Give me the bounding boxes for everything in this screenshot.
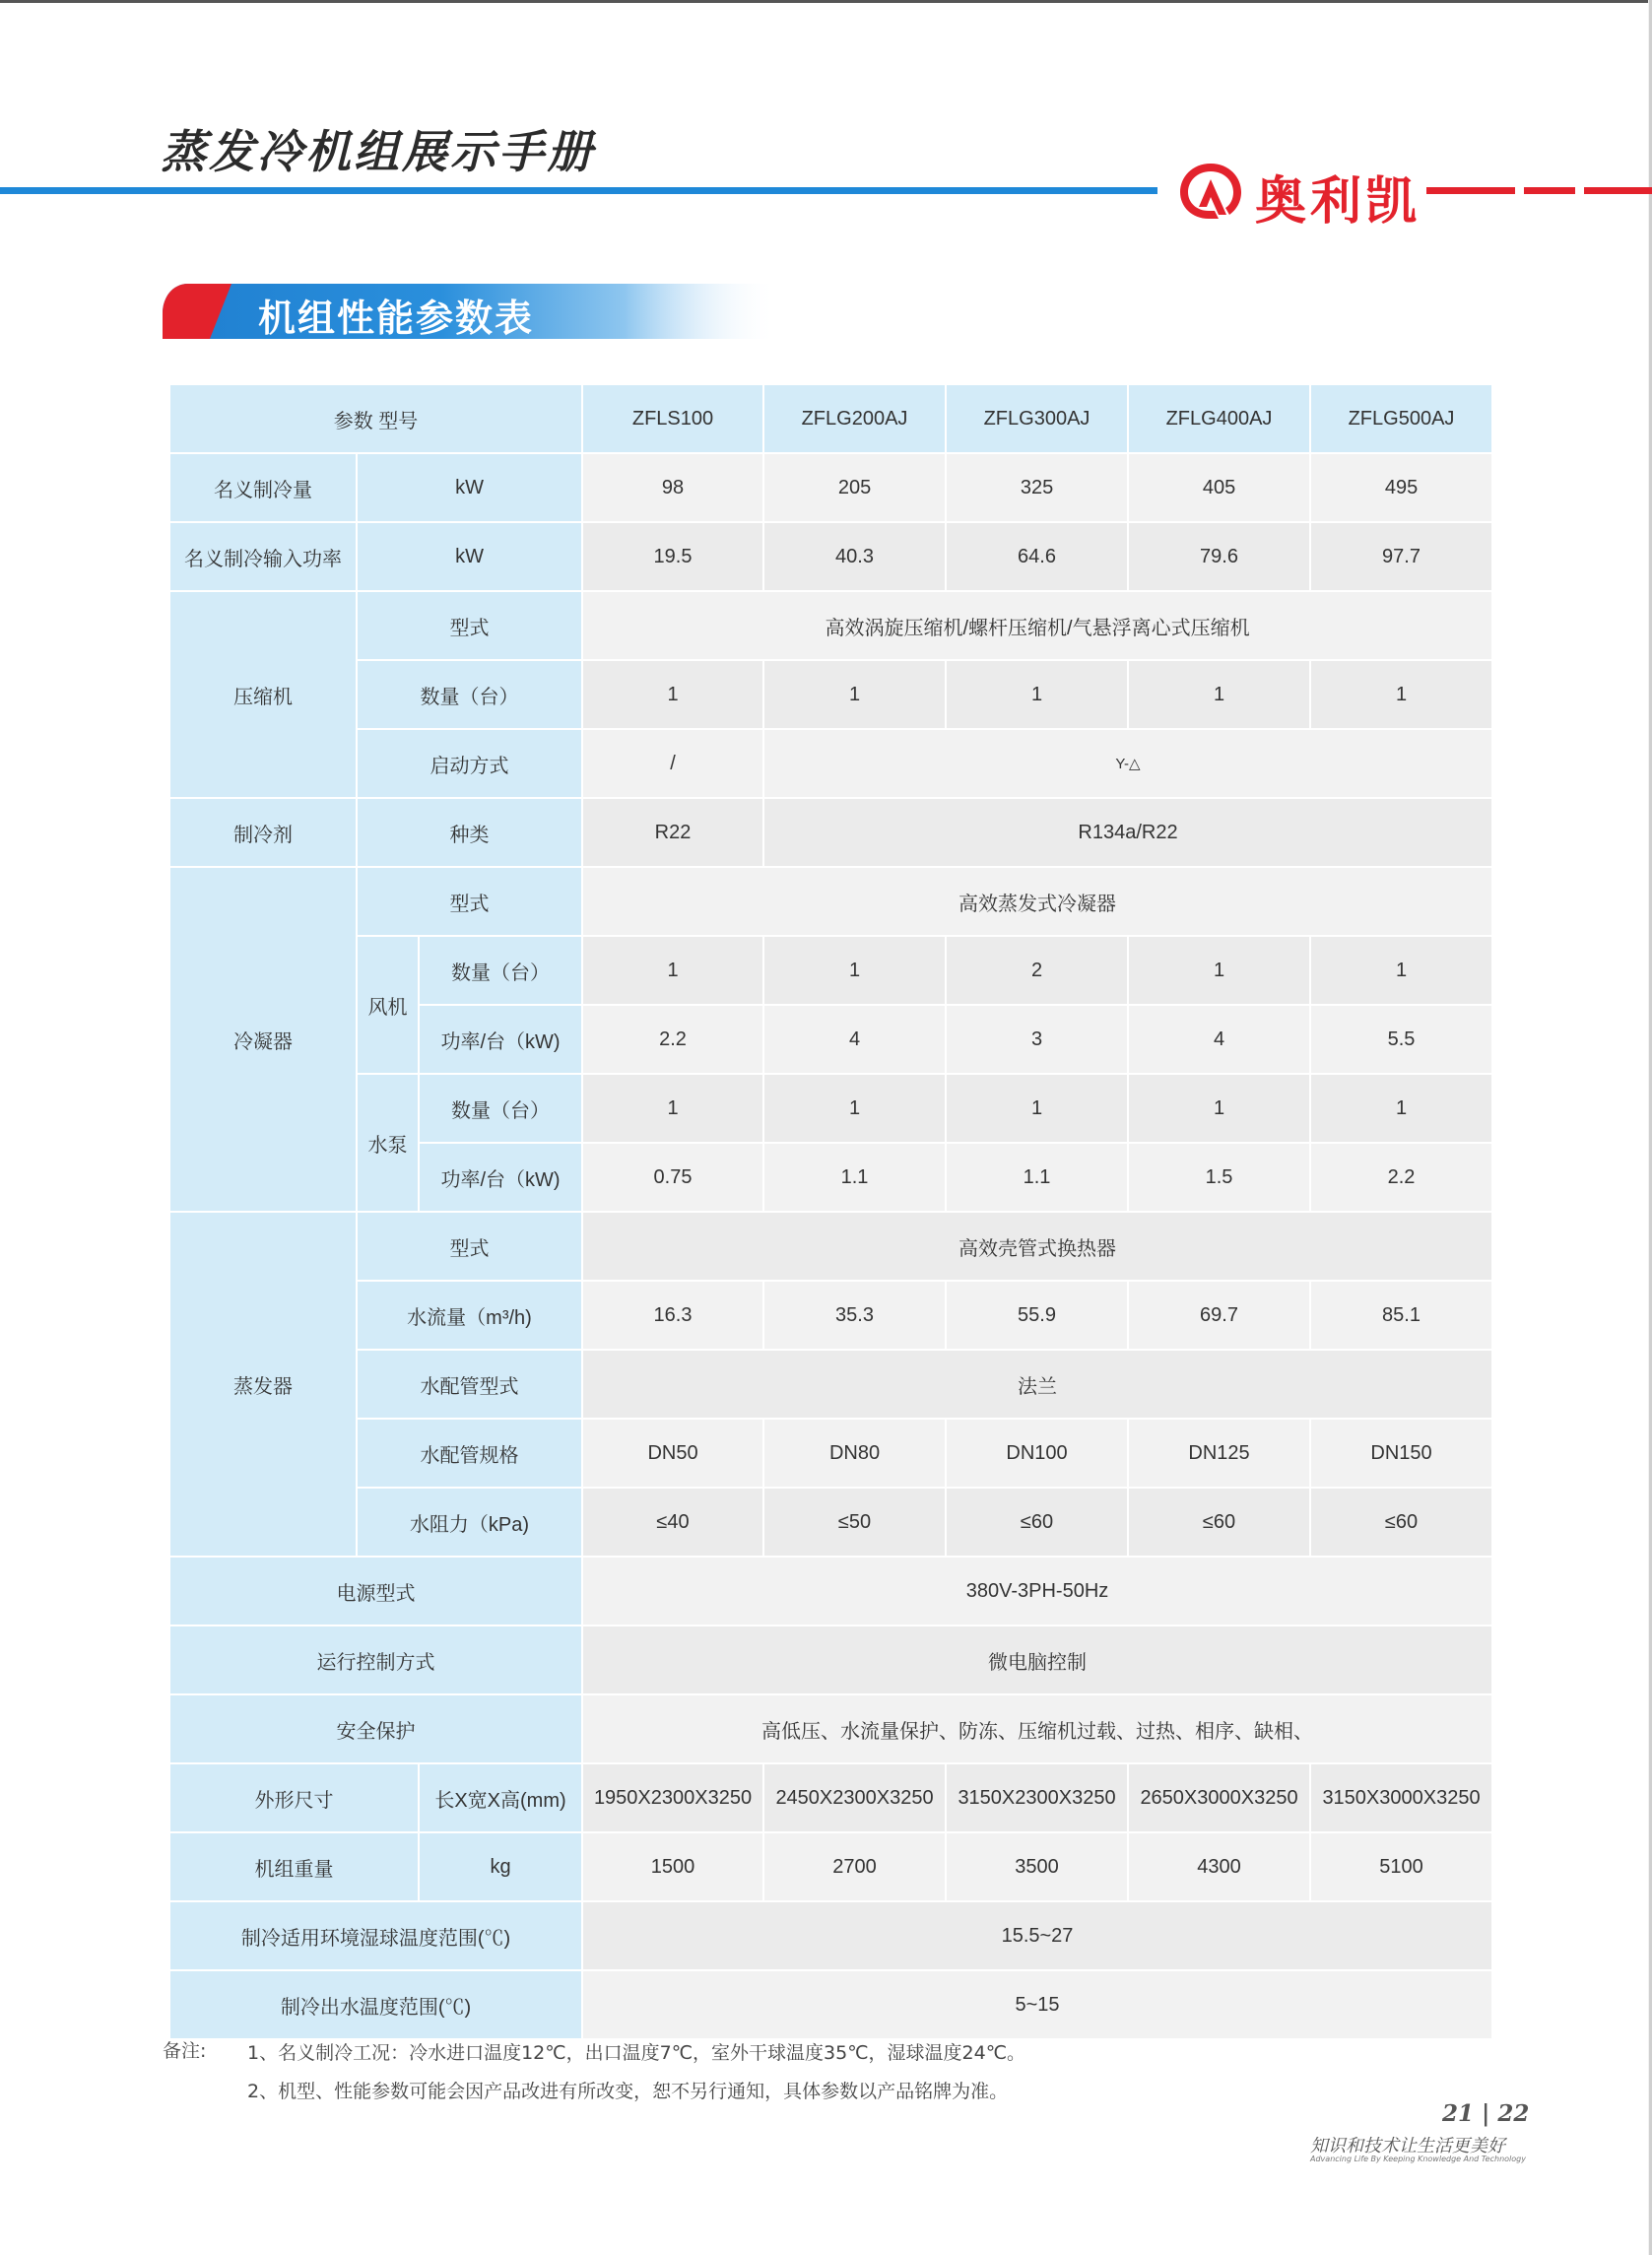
row-label: 名义制冷量 bbox=[169, 453, 357, 522]
table-row bbox=[169, 522, 1492, 591]
spec-table bbox=[168, 383, 1493, 2040]
table-row bbox=[169, 1281, 1492, 1350]
cell-value: 55.9 bbox=[946, 1281, 1128, 1350]
row-label: 水配管规格 bbox=[357, 1419, 582, 1488]
cell-value: 高效涡旋压缩机/螺杆压缩机/气悬浮离心式压缩机 bbox=[582, 591, 1492, 660]
cell-value: 1 bbox=[763, 660, 946, 729]
cell-value: 2.2 bbox=[582, 1005, 763, 1074]
table-row bbox=[169, 1557, 1492, 1625]
cell-value: 3500 bbox=[946, 1832, 1128, 1901]
row-unit: kW bbox=[357, 522, 582, 591]
table-row bbox=[169, 453, 1492, 522]
cell-value: 97.7 bbox=[1310, 522, 1492, 591]
model-header: ZFLG400AJ bbox=[1128, 384, 1310, 453]
cell-value: ≤60 bbox=[1128, 1488, 1310, 1557]
row-label: 水配管型式 bbox=[357, 1350, 582, 1419]
cell-value: 1950X2300X3250 bbox=[582, 1763, 763, 1832]
row-label: 水阻力（kPa) bbox=[357, 1488, 582, 1557]
row-label: 功率/台（kW) bbox=[419, 1005, 582, 1074]
row-unit: kg bbox=[419, 1832, 582, 1901]
row-label: 型式 bbox=[357, 1212, 582, 1281]
row-label: 电源型式 bbox=[169, 1557, 582, 1625]
header-red-rule-3 bbox=[1584, 187, 1652, 194]
note-line-1: 1、名义制冷工况：冷水进口温度12℃，出口温度7℃，室外干球温度35℃，湿球温度24℃。 bbox=[247, 2042, 1026, 2064]
cell-value: 5.5 bbox=[1310, 1005, 1492, 1074]
cell-value: 380V-3PH-50Hz bbox=[582, 1557, 1492, 1625]
row-label: 外形尺寸 bbox=[169, 1763, 419, 1832]
cell-value: 1.1 bbox=[763, 1143, 946, 1212]
document-title: 蒸发冷机组展示手册 bbox=[161, 125, 595, 178]
cell-value: 1.1 bbox=[946, 1143, 1128, 1212]
cell-value: 15.5~27 bbox=[582, 1901, 1492, 1970]
row-unit: kW bbox=[357, 453, 582, 522]
cell-value: 2700 bbox=[763, 1832, 946, 1901]
model-header: ZFLG500AJ bbox=[1310, 384, 1492, 453]
table-row bbox=[169, 1488, 1492, 1557]
cell-value: DN150 bbox=[1310, 1419, 1492, 1488]
cell-value: ≤60 bbox=[1310, 1488, 1492, 1557]
cell-value: 3150X3000X3250 bbox=[1310, 1763, 1492, 1832]
row-label: 名义制冷输入功率 bbox=[169, 522, 357, 591]
row-label: 型式 bbox=[357, 867, 582, 936]
model-header: ZFLS100 bbox=[582, 384, 763, 453]
cell-value: 35.3 bbox=[763, 1281, 946, 1350]
top-edge-line bbox=[0, 0, 1652, 3]
cell-value: 4 bbox=[1128, 1005, 1310, 1074]
cell-value: 16.3 bbox=[582, 1281, 763, 1350]
cell-value: 高效蒸发式冷凝器 bbox=[582, 867, 1492, 936]
table-row bbox=[169, 1970, 1492, 2039]
cell-value: 法兰 bbox=[582, 1350, 1492, 1419]
cell-value: 1 bbox=[763, 936, 946, 1005]
cell-value: 高低压、水流量保护、防冻、压缩机过载、过热、相序、缺相、 bbox=[582, 1694, 1492, 1763]
cell-value: 1 bbox=[582, 1074, 763, 1143]
table-row bbox=[169, 1074, 1492, 1143]
table-row bbox=[169, 660, 1492, 729]
table-row bbox=[169, 936, 1492, 1005]
cell-value: ≤40 bbox=[582, 1488, 763, 1557]
cell-value: 1 bbox=[582, 660, 763, 729]
cell-value: 微电脑控制 bbox=[582, 1625, 1492, 1694]
cell-value: 79.6 bbox=[1128, 522, 1310, 591]
row-group-label: 蒸发器 bbox=[169, 1212, 357, 1557]
brand-logo-icon bbox=[1175, 158, 1246, 223]
cell-value: 5~15 bbox=[582, 1970, 1492, 2039]
cell-value: 1 bbox=[1310, 1074, 1492, 1143]
cell-value: 3150X2300X3250 bbox=[946, 1763, 1128, 1832]
table-row bbox=[169, 1419, 1492, 1488]
model-header: ZFLG200AJ bbox=[763, 384, 946, 453]
cell-value: 1 bbox=[1128, 660, 1310, 729]
table-row bbox=[169, 591, 1492, 660]
header-blue-rule bbox=[0, 187, 1157, 194]
model-header: ZFLG300AJ bbox=[946, 384, 1128, 453]
cell-value: 1 bbox=[1310, 660, 1492, 729]
row-subgroup-label: 水泵 bbox=[357, 1074, 419, 1212]
row-label: 水流量（m³/h) bbox=[357, 1281, 582, 1350]
header-param-model: 参数 型号 bbox=[169, 384, 582, 453]
cell-value: 40.3 bbox=[763, 522, 946, 591]
cell-value: 1 bbox=[1128, 1074, 1310, 1143]
cell-value: 3 bbox=[946, 1005, 1128, 1074]
note-line-2: 2、机型、性能参数可能会因产品改进有所改变，恕不另行通知，具体参数以产品铭牌为准。 bbox=[247, 2081, 1009, 2102]
row-sublabel: 种类 bbox=[357, 798, 582, 867]
page-number: 21 | 22 bbox=[1442, 2100, 1530, 2127]
cell-value: Y-△ bbox=[763, 729, 1492, 798]
section-title: 机组性能参数表 bbox=[258, 296, 535, 340]
cell-value: 1.5 bbox=[1128, 1143, 1310, 1212]
cell-value: DN100 bbox=[946, 1419, 1128, 1488]
row-label: 数量（台） bbox=[357, 660, 582, 729]
cell-value: 0.75 bbox=[582, 1143, 763, 1212]
table-row bbox=[169, 1625, 1492, 1694]
table-row bbox=[169, 1901, 1492, 1970]
cell-value: DN125 bbox=[1128, 1419, 1310, 1488]
row-label: 制冷剂 bbox=[169, 798, 357, 867]
row-group-label: 压缩机 bbox=[169, 591, 357, 798]
brand-logo-text: 奥利凯 bbox=[1255, 172, 1421, 232]
table-header-row bbox=[169, 384, 1492, 453]
cell-value: 4300 bbox=[1128, 1832, 1310, 1901]
table-row bbox=[169, 1350, 1492, 1419]
row-label: 安全保护 bbox=[169, 1694, 582, 1763]
cell-value: 1 bbox=[1128, 936, 1310, 1005]
row-label: 机组重量 bbox=[169, 1832, 419, 1901]
cell-value: 2.2 bbox=[1310, 1143, 1492, 1212]
cell-value: 1 bbox=[763, 1074, 946, 1143]
cell-value: 2650X3000X3250 bbox=[1128, 1763, 1310, 1832]
table-row bbox=[169, 798, 1492, 867]
row-label: 数量（台） bbox=[419, 936, 582, 1005]
cell-value: R22 bbox=[582, 798, 763, 867]
cell-value: / bbox=[582, 729, 763, 798]
cell-value: R134a/R22 bbox=[763, 798, 1492, 867]
cell-value: 1 bbox=[582, 936, 763, 1005]
cell-value: DN50 bbox=[582, 1419, 763, 1488]
cell-value: 495 bbox=[1310, 453, 1492, 522]
cell-value: 1500 bbox=[582, 1832, 763, 1901]
row-label: 制冷出水温度范围(℃) bbox=[169, 1970, 582, 2039]
cell-value: ≤60 bbox=[946, 1488, 1128, 1557]
cell-value: 64.6 bbox=[946, 522, 1128, 591]
footer-slogan-english: Advancing Life By Keeping Knowledge And Technology bbox=[1310, 2155, 1526, 2163]
cell-value: 1 bbox=[946, 660, 1128, 729]
header-red-rule-1 bbox=[1426, 187, 1515, 194]
cell-value: ≤50 bbox=[763, 1488, 946, 1557]
cell-value: DN80 bbox=[763, 1419, 946, 1488]
table-row bbox=[169, 1212, 1492, 1281]
row-label: 功率/台（kW) bbox=[419, 1143, 582, 1212]
row-group-label: 冷凝器 bbox=[169, 867, 357, 1212]
table-row bbox=[169, 867, 1492, 936]
cell-value: 85.1 bbox=[1310, 1281, 1492, 1350]
cell-value: 2450X2300X3250 bbox=[763, 1763, 946, 1832]
cell-value: 2 bbox=[946, 936, 1128, 1005]
cell-value: 4 bbox=[763, 1005, 946, 1074]
row-label: 数量（台） bbox=[419, 1074, 582, 1143]
cell-value: 高效壳管式换热器 bbox=[582, 1212, 1492, 1281]
table-row bbox=[169, 1832, 1492, 1901]
table-row bbox=[169, 729, 1492, 798]
table-row bbox=[169, 1763, 1492, 1832]
cell-value: 19.5 bbox=[582, 522, 763, 591]
cell-value: 1 bbox=[946, 1074, 1128, 1143]
cell-value: 205 bbox=[763, 453, 946, 522]
notes-label: 备注: bbox=[163, 2040, 207, 2062]
header-red-rule-2 bbox=[1524, 187, 1575, 194]
cell-value: 325 bbox=[946, 453, 1128, 522]
table-row bbox=[169, 1694, 1492, 1763]
footer-slogan: 知识和技术让生活更美好 bbox=[1310, 2136, 1505, 2156]
cell-value: 69.7 bbox=[1128, 1281, 1310, 1350]
row-unit: 长X宽X高(mm) bbox=[419, 1763, 582, 1832]
cell-value: 1 bbox=[1310, 936, 1492, 1005]
row-subgroup-label: 风机 bbox=[357, 936, 419, 1074]
cell-value: 98 bbox=[582, 453, 763, 522]
row-label: 启动方式 bbox=[357, 729, 582, 798]
row-label: 制冷适用环境湿球温度范围(℃) bbox=[169, 1901, 582, 1970]
row-label: 型式 bbox=[357, 591, 582, 660]
cell-value: 5100 bbox=[1310, 1832, 1492, 1901]
row-label: 运行控制方式 bbox=[169, 1625, 582, 1694]
cell-value: 405 bbox=[1128, 453, 1310, 522]
